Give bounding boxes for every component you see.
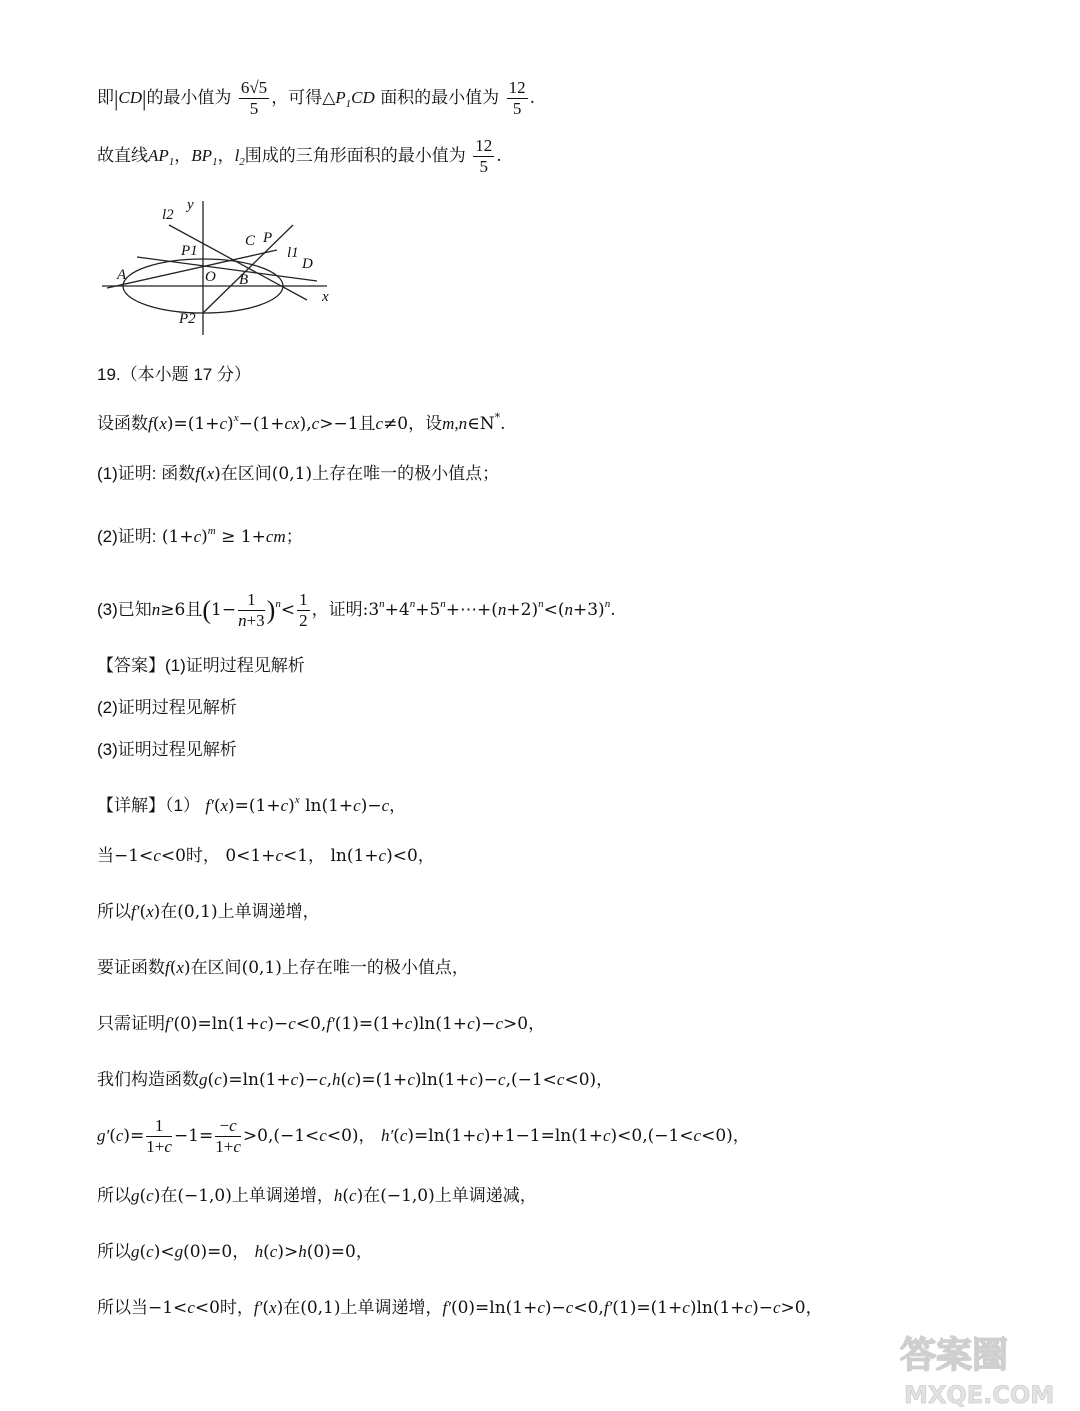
fig-label: B: [239, 272, 249, 288]
detail-line-9: 所以g(c)<g(0)=0， h(c)>h(0)=0，: [97, 1242, 373, 1262]
answer-label: 【答案】: [97, 656, 165, 675]
text: (2)证明:: [97, 527, 157, 546]
text: 且: [185, 600, 203, 620]
fig-label: P1: [181, 243, 198, 259]
geometry-figure: [97, 195, 347, 340]
text: 上存在唯一的极小值点，: [281, 958, 469, 978]
detail-line-2: 当−1<c<0时， 0<1+c<1， ln(1+c)<0，: [97, 846, 435, 866]
question-intro: 设函数$f(x)=(1+c)^x-(1+cx),c>-1$且c≠0，设m,n∈N*.: [97, 411, 506, 434]
detail-line-8: 所以g(c)在(−1,0)上单调递增，h(c)在(−1,0)上单调递减，: [97, 1186, 537, 1206]
text: 时，: [219, 1298, 254, 1318]
text: ，证明:: [311, 600, 369, 620]
fig-label: A: [117, 267, 127, 283]
answer-1: [97, 655, 305, 677]
fig-label: P2: [179, 311, 196, 327]
text: 所以: [97, 902, 131, 922]
text: 上单调递增，: [217, 902, 320, 922]
watermark-text: 答案圈: [900, 1335, 1009, 1376]
fig-label: P: [263, 230, 273, 246]
text: ，可得: [271, 88, 323, 108]
text: 在区间: [190, 958, 242, 978]
text: 的最小值为: [146, 88, 232, 108]
fig-label: D: [302, 256, 313, 272]
summary-line-1: 即|CD|的最小值为 $\frac{6√5}{5}$ ，可得$\triangle P_1CD$ 面积的最小值为 $\frac{12}{5}$ .: [97, 78, 535, 118]
text: ，设: [408, 414, 443, 434]
detail-label: 【详解】（1）: [97, 796, 200, 815]
detail-line-4: 要证函数f(x)在区间(0,1)上存在唯一的极小值点，: [97, 958, 469, 978]
question-header: 19.（本小题 17 分）: [97, 365, 251, 384]
fraction: $\frac{6√5}{5}$: [240, 78, 268, 118]
text: 即: [97, 88, 114, 108]
fig-label: y: [187, 197, 194, 213]
summary-line-2: 故直线$AP_1$，$BP_1$，$l_2$围成的三角形面积的最小值为 $\frac{12}{5}$ .: [97, 136, 502, 176]
text: 上单调递增，: [340, 1298, 443, 1318]
question-part-2: (2)证明: $(1+c)^m \ge 1+cm$；: [97, 525, 303, 547]
text: 围成的三角形面积的最小值为: [244, 146, 466, 166]
fraction: $\frac{1}{1+c}$: [146, 1116, 172, 1156]
fraction: $\frac{1}{2}$: [299, 590, 308, 630]
fig-label: x: [322, 289, 329, 305]
fig-label: l1: [287, 245, 299, 261]
text: 故直线: [97, 146, 148, 166]
text: 当: [97, 846, 114, 866]
text: (1)证明: 函数: [97, 464, 196, 483]
text: (3)已知: [97, 600, 152, 619]
fraction: $\frac{12}{5}$: [508, 78, 526, 118]
text: (1)证明过程见解析: [165, 656, 305, 675]
detail-line-10: 所以当−1<c<0时，f′(x)在(0,1)上单调递增，f′(0)=ln(1+c)−c<0,f′(1)=(1+c)ln(1+c)−c>0，: [97, 1298, 823, 1318]
answer-3: (3)证明过程见解析: [97, 740, 237, 759]
answer-2: (2)证明过程见解析: [97, 698, 237, 717]
detail-line-1: 【详解】（1） $f'(x)=(1+c)^x$ ln(1+c)−c，: [97, 794, 407, 816]
text: 所以: [97, 1242, 131, 1262]
fraction: $\frac{12}{5}$: [475, 136, 493, 176]
fraction: $\frac{1}{n+3}$: [238, 590, 265, 630]
text: 上单调递增，: [231, 1186, 334, 1206]
fig-label: C: [245, 233, 256, 249]
text: 在区间(0,1)上存在唯一的极小值点；: [220, 464, 500, 484]
question-part-3: (3)已知n≥6且(1− $\frac{1}{n+3}$ )$^n$< $\frac{1}{2}$ ，证明$:3^n+4^n+5^n+\cdots+(n+2)^n<(n+3)^n$.: [97, 590, 616, 630]
detail-line-7: g′(c)= $\frac{1}{1+c}$ −1= $\frac{-c}{1+c}$ >0,(−1<c<0)， h′(c)=ln(1+c)+1−1=ln(1+c)<0,(−1<c<0)，: [97, 1116, 750, 1156]
text: 所以: [97, 1186, 131, 1206]
text: 时，: [185, 846, 220, 866]
detail-line-5: 只需证明f′(0)=ln(1+c)−c<0,f′(1)=(1+c)ln(1+c)−c>0，: [97, 1014, 546, 1034]
watermark-url: MXQE.COM: [904, 1381, 1055, 1409]
fig-label: O: [205, 269, 216, 285]
detail-line-3: 所以f′(x)在(0,1)上单调递增，: [97, 902, 320, 922]
fig-label: l2: [162, 207, 174, 223]
fraction: $\frac{-c}{1+c}$: [215, 1116, 241, 1156]
line-l2: [169, 225, 307, 300]
text: 在: [160, 1186, 178, 1206]
question-part-1: (1)证明: 函数f(x)在区间(0,1)上存在唯一的极小值点；: [97, 464, 500, 484]
detail-line-6: 我们构造函数g(c)=ln(1+c)−c,h(c)=(1+c)ln(1+c)−c,(−1<c<0)，: [97, 1070, 614, 1090]
text: 面积的最小值为: [380, 88, 500, 108]
text: 只需证明: [97, 1014, 165, 1034]
text: 且: [358, 414, 376, 434]
site-watermark: [890, 1321, 1080, 1411]
text: 上单调递减，: [434, 1186, 537, 1206]
text: 所以当: [97, 1298, 148, 1318]
text: 要证函数: [97, 958, 165, 978]
text: 我们构造函数: [97, 1070, 199, 1090]
text: 设函数: [97, 414, 148, 434]
